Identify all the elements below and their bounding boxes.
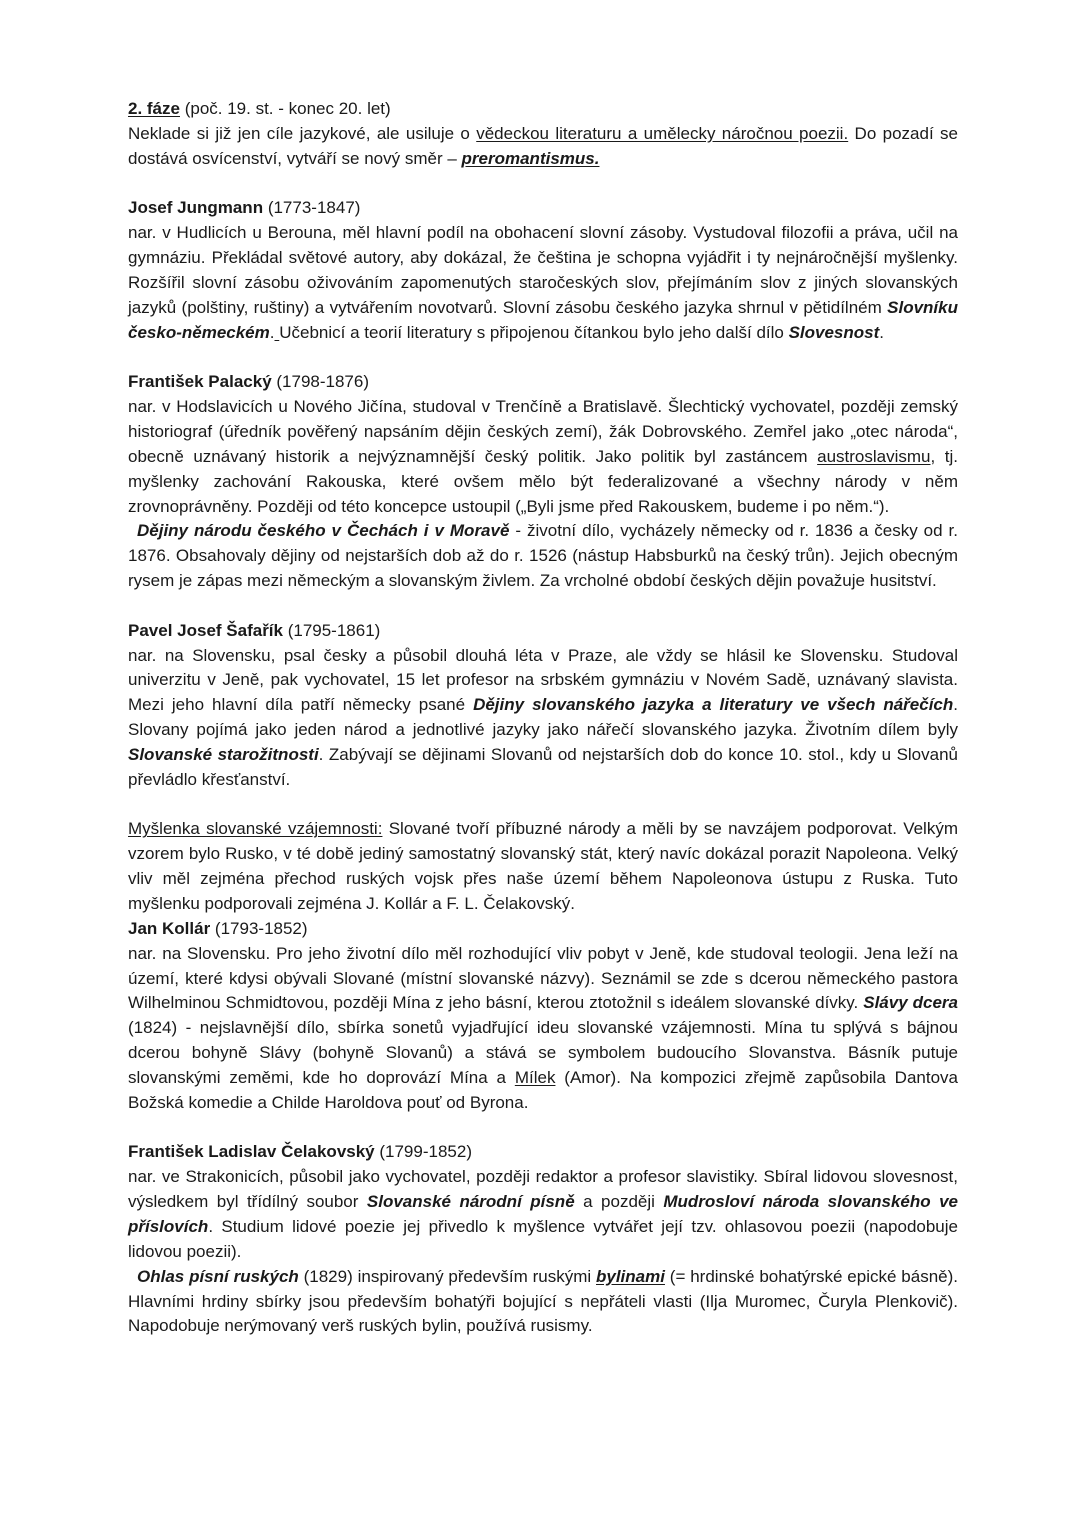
text-run: (Amor). Na kompozici zřejmě zapůsobila Dantova Božská komedie a Childe Haroldova pouť od Byrona. xyxy=(128,1067,958,1112)
text-run: (1795-1861) xyxy=(282,620,381,640)
text-run: - životní dílo, vycházely německy od r. 1836 a česky od r. 1876. Obsahovaly dějiny od nejstarších dob až do r. 1526 (nástup Habsburků na český trůn). Jejich obecným rysem je zápas mezi německým a slovanským živlem. Za vrcholné období českých dějin považuje husitství. xyxy=(128,521,958,591)
text-run: Jan Kollár xyxy=(128,918,211,938)
text-run: austroslavismu xyxy=(817,446,931,466)
text-run: (1799-1852) xyxy=(374,1142,472,1162)
text-run: Slovanské národní písně xyxy=(366,1192,575,1212)
text-run: Josef Jungmann xyxy=(128,198,264,218)
text-run: . Slovany pojímá jako jeden národ a jednotlivé jazyky jako nářečí slovanského jazyka. Životním dílem byly xyxy=(128,695,958,740)
author-heading-safarik xyxy=(128,619,958,644)
text-run: Slované tvoří příbuzné národy a měli by se navzájem podporovat. Velkým vzorem bylo Rusko, v té době jediný samostatný slovanský stát, který navíc dokázal porazit Napoleona. Velký vliv měl zejména přechod ruských vojsk přes naše území během Napoleonova ústupu z Ruska. Tuto myšlenku podporovali zejména J. Kollár a F. L. Čelakovský. xyxy=(128,819,958,913)
text-run: Učebnicí a teorií literatury s připojenou čítankou bylo jeho další dílo xyxy=(279,322,789,342)
text-run: František Palacký xyxy=(128,372,272,392)
author-heading-kollar xyxy=(128,917,958,942)
text-run: Slávy dcera xyxy=(863,993,958,1013)
text-run: Slovesnost xyxy=(788,322,880,342)
text-run: nar. na Slovensku, psal česky a působil dlouhá léta v Praze, ale vždy se hlásil ke Slovensku. Studoval univerzitu v Jeně, pak vychovatel, 15 let profesor na srbském gymnáziu v Novém Sadě, uznávaný slavista. Mezi jeho hlavní díla patří německy psané xyxy=(128,645,958,715)
text-run: preromantismus. xyxy=(461,148,600,168)
text-run: 2. fáze xyxy=(128,99,180,118)
blank-line xyxy=(128,172,958,197)
author-heading-jungmann xyxy=(128,196,958,221)
author-paragraph-kollar xyxy=(128,942,958,1116)
text-run: . xyxy=(269,322,275,342)
blank-line xyxy=(128,345,958,370)
blank-line xyxy=(128,1116,958,1141)
text-run: Dějiny slovanského jazyka a literatury ve všech nářečích xyxy=(473,695,954,715)
text-run: Myšlenka slovanské vzájemnosti: xyxy=(128,819,383,839)
text-run: František Ladislav Čelakovský xyxy=(128,1142,375,1162)
text-run: nar. ve Strakonicích, působil jako vychovatel, později redaktor a profesor slavistiky. Sbíral lidovou slovesnost, výsledkem byl třídílný soubor xyxy=(128,1167,958,1212)
text-run: Slovníku česko-německém xyxy=(128,297,958,342)
author-paragraph-safarik xyxy=(128,644,958,793)
text-run: . Studium lidové poezie jej přivedlo k myšlence vytvářet její tzv. ohlasovou poezii (napodobuje lidovou poezii). xyxy=(128,1216,958,1261)
document-body xyxy=(128,97,958,1339)
work-paragraph-dejiny xyxy=(128,519,958,594)
text-run: (poč. 19. st. - konec 20. let) xyxy=(179,99,391,118)
text-run: (1798-1876) xyxy=(271,372,369,392)
author-heading-celakovsky xyxy=(128,1140,958,1165)
text-run: Ohlas písní ruských xyxy=(137,1266,299,1286)
text-run: (= hrdinské bohatýrské epické básně). Hlavními hrdiny sbírky jsou především bohatýři bojující s nepřáteli vlasti (Ilja Muromec, Čuryla Plenkovič). Napodobuje nerýmovaný verš ruských bylin, používá rusismy. xyxy=(128,1266,958,1336)
concept-paragraph-vzajemnost xyxy=(128,817,958,916)
text-run: Neklade si již jen cíle jazykové, ale usiluje o xyxy=(128,123,477,143)
text-run: (1773-1847) xyxy=(263,198,361,218)
text-run: , tj. myšlenky zachování Rakouska, které ovšem mělo být federalizované a všechny národy v něm zrovnoprávněny. Později od této koncepce ustoupil („Byli jsme před Rakouskem, budeme i po něm.“). xyxy=(128,446,959,516)
text-run: bylinami xyxy=(596,1266,665,1286)
text-run: Mudrosloví národa slovanského ve příslovích xyxy=(128,1192,959,1236)
text-run: nar. na Slovensku. Pro jeho životní dílo měl rozhodující vliv pobyt v Jeně, kde studoval teologii. Jena leží na území, které kdysi obývali Slované (místní slovanské názvy). Seznámil se zde s dcerou německého pastora Wilhelminou Schmidtovou, později Mína z jeho básní, kterou ztotožnil s ideálem slovanské dívky. xyxy=(128,943,958,1013)
text-run: nar. v Hudlicích u Berouna, měl hlavní podíl na obohacení slovní zásoby. Vystudoval filozofii a práva, učil na gymnáziu. Překládal světové autory, aby dokázal, že čeština je schopna vyjádřit i ty nejnáročnější myšlenky. Rozšířil slovní zásobu oživováním zapomenutých staročeských slov, přejímáním slov z jiných slovanských jazyků (polštiny, ruštiny) a vytvářením novotvarů. Slovní zásobu českého jazyka shrnul v pětidílném xyxy=(128,223,958,317)
text-run: a později xyxy=(574,1192,664,1212)
blank-line xyxy=(128,594,958,619)
text-run: . Zabývají se dějinami Slovanů od nejstarších dob do konce 10. stol., kdy u Slovanů převládlo křesťanství. xyxy=(128,744,958,789)
text-run: Pavel Josef Šafařík xyxy=(128,620,283,640)
text-run: vědeckou literaturu a umělecky náročnou poezii. xyxy=(476,123,849,143)
author-paragraph-jungmann xyxy=(128,221,958,345)
author-heading-palacky xyxy=(128,370,958,395)
text-run: Do pozadí se dostává osvícenství, vytváří se nový směr – xyxy=(128,123,958,168)
author-paragraph-palacky xyxy=(128,395,958,519)
blank-line xyxy=(128,793,958,818)
text-run: Slovanské starožitnosti xyxy=(128,744,319,764)
text-run: nar. v Hodslavicích u Nového Jičína, studoval v Trenčíně a Bratislavě. Šlechtický vychovatel, později zemský historiograf (úředník pověřený napsáním dějin českých zemí), žák Dobrovského. Zemřel jako „otec národa“, obecně uznávaný historik a nejvýznamnější český politik. Jako politik byl zastáncem xyxy=(128,397,958,466)
text-run: Mílek xyxy=(514,1067,556,1087)
work-paragraph-ohlas xyxy=(128,1265,958,1340)
text-run: (1793-1852) xyxy=(210,918,308,938)
phase-heading xyxy=(128,97,958,122)
text-run: (1824) - nejslavnější dílo, sbírka sonetů vyjadřující ideu slovanské vzájemnosti. Mína tu splývá s bájnou dcerou bohyně Slávy (bohyně Slovanů) a stává se symbolem budoucího Slovanstva. Básník putuje slovanskými zeměmi, kde ho doprovází Mína a xyxy=(128,1018,958,1087)
author-paragraph-celakovsky xyxy=(128,1165,958,1264)
intro-paragraph xyxy=(128,122,958,172)
text-run: (1829) inspirovaný především ruskými xyxy=(298,1266,596,1286)
text-run: Dějiny národu českého v Čechách i v Moravě xyxy=(137,521,510,541)
text-run: . xyxy=(879,322,885,342)
